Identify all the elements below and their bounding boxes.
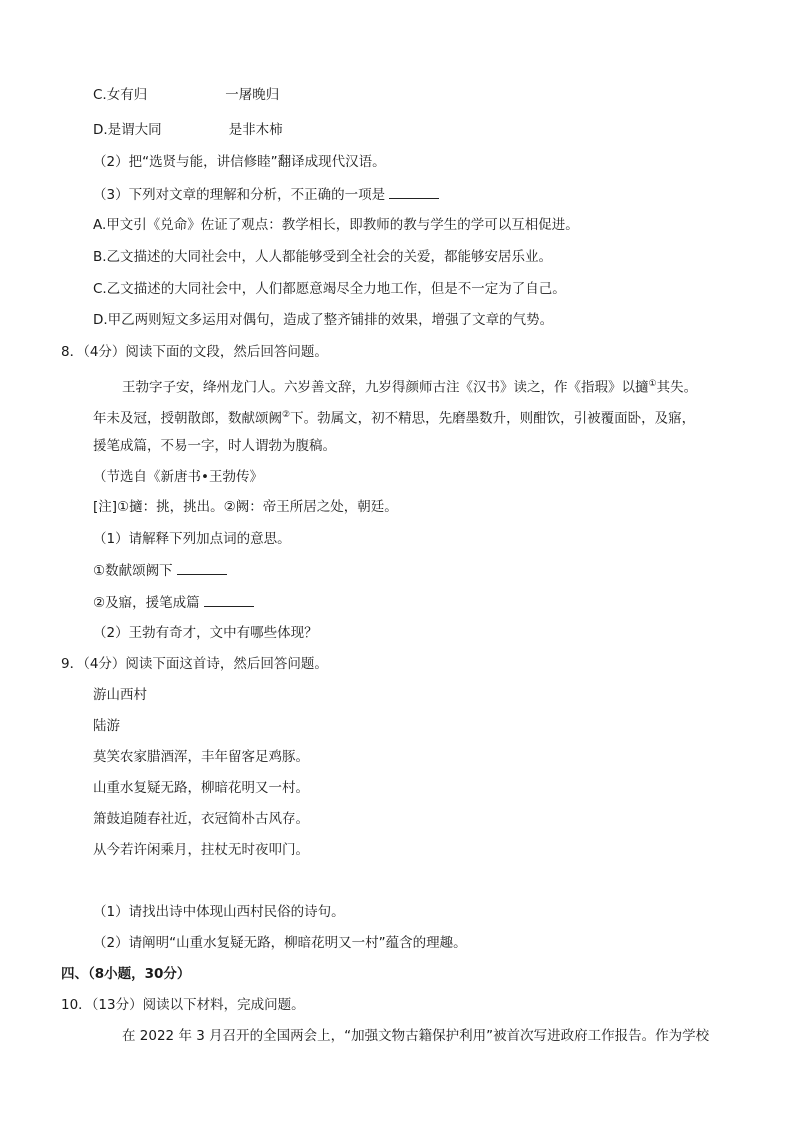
option-c-label: C.女有归 (93, 87, 148, 103)
poem-line-4: 从今若许闲乘月，拄杖无时夜叩门。 (93, 842, 309, 858)
passage-line-2-text: 年未及冠，授朝散郎，数献颂阙 (93, 410, 282, 427)
passage-notes: [注]①擿：挑，挑出。②阙：帝王所居之处，朝廷。 (93, 499, 398, 515)
option-d-label: D.是谓大同 (93, 122, 162, 138)
footnote-mark-2: ② (282, 410, 291, 420)
answer-blank[interactable] (177, 561, 227, 575)
poem-line-1: 莫笑农家腊酒浑，丰年留客足鸡豚。 (93, 749, 309, 765)
item-2-text: ②及寤，援笔成篇 (93, 595, 200, 611)
option-c-row (93, 86, 279, 104)
question-7-2: （2）把“选贤与能，讲信修睦”翻译成现代汉语。 (93, 154, 386, 170)
poem-line-2: 山重水复疑无路，柳暗花明又一村。 (93, 780, 309, 796)
question-7-3 (93, 185, 439, 204)
passage-source: （节选自《新唐书•王勃传》 (93, 469, 263, 485)
passage-line-1-end: 其失。 (656, 379, 698, 396)
option-d-row (93, 121, 283, 139)
passage-line-2 (93, 406, 695, 428)
passage-line-1-text: 王勃字子安，绛州龙门人。六岁善文辞，九岁得颜师古注《汉书》读之，作《指瑕》以擿 (122, 379, 649, 396)
choice-a: A.甲文引《兑命》佐证了观点：教学相长，即教师的教与学生的学可以互相促进。 (93, 217, 579, 233)
question-8-heading: 8．（4分）阅读下面的文段，然后回答问题。 (61, 344, 328, 360)
choice-b: B.乙文描述的大同社会中，人人都能够受到全社会的关爱，都能够安居乐业。 (93, 249, 553, 265)
choice-c: C.乙文描述的大同社会中，人们都愿意竭尽全力地工作，但是不一定为了自己。 (93, 281, 566, 297)
passage-line-2-end: 下。勃属文，初不精思，先磨墨数升，则酣饮，引被覆面卧，及寤， (290, 410, 696, 427)
poem-line-3: 箫鼓追随春社近，衣冠简朴古风存。 (93, 811, 309, 827)
section-4-heading: 四、（8小题，30分） (61, 966, 191, 982)
question-8-2: （2）王勃有奇才，文中有哪些体现？ (93, 625, 318, 641)
question-9-heading: 9．（4分）阅读下面这首诗，然后回答问题。 (61, 656, 328, 672)
poem-author: 陆游 (93, 718, 120, 734)
footnote-mark-1: ① (648, 379, 657, 389)
passage-line-3: 援笔成篇，不易一字，时人谓勃为腹稿。 (93, 438, 336, 454)
question-8-1-item-2 (93, 593, 254, 612)
answer-blank[interactable] (204, 593, 254, 607)
material-line-1: 在 2022 年 3 月召开的全国两会上，“加强文物古籍保护利用”被首次写进政府工作报告。作为学校 (122, 1028, 710, 1044)
option-d-compare: 是非木柿 (228, 122, 283, 138)
item-1-text: ①数献颂阙下 (93, 563, 173, 579)
question-10-heading: 10．（13分）阅读以下材料，完成问题。 (61, 997, 305, 1013)
passage-line-1 (122, 375, 697, 397)
answer-blank[interactable] (389, 185, 439, 199)
question-9-1: （1）请找出诗中体现山西村民俗的诗句。 (93, 904, 345, 920)
poem-title: 游山西村 (93, 687, 147, 703)
question-8-1-item-1 (93, 561, 227, 580)
choice-d: D.甲乙两则短文多运用对偶句，造成了整齐铺排的效果，增强了文章的气势。 (93, 312, 554, 328)
option-c-compare: 一屠晚归 (225, 87, 280, 103)
question-9-2: （2）请阐明“山重水复疑无路，柳暗花明又一村”蕴含的理趣。 (93, 935, 467, 951)
question-8-1: （1）请解释下列加点词的意思。 (93, 531, 291, 547)
question-7-3-text: （3）下列对文章的理解和分析，不正确的一项是 (93, 187, 386, 203)
